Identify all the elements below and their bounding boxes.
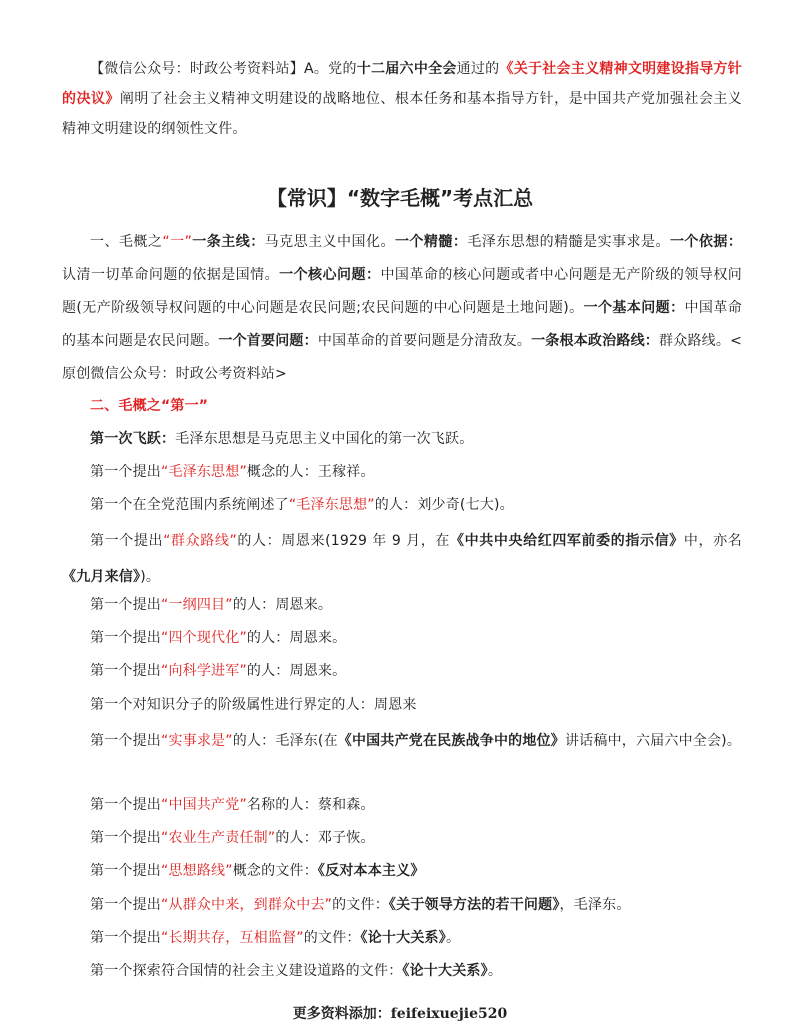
highlight-term: “思想路线” — [161, 863, 233, 879]
document-title: 《中共中央给红四军前委的指示信》 — [449, 533, 684, 549]
document-title: 《论十大关系》 — [402, 963, 488, 979]
document-title: 《论十大关系》 — [360, 930, 446, 946]
highlight-term: “向科学进军” — [161, 663, 247, 679]
first-leap-label: 第一次飞跃： — [90, 431, 176, 447]
sec1-one: “一” — [162, 234, 193, 250]
highlight-term: “四个现代化” — [161, 630, 247, 646]
first-item-1: 第一个提出“毛泽东思想”概念的人：王稼祥。 — [90, 464, 375, 480]
sec1-label-mainline: 一条主线： — [192, 234, 265, 250]
intro-text-2: 通过的 — [456, 61, 500, 77]
document-title: 《关于领导方法的若干问题》 — [388, 897, 560, 913]
section-2-heading: 二、毛概之“第一” — [90, 398, 209, 414]
first-item-2: 第一个在全党范围内系统阐述了“毛泽东思想”的人：刘少奇(七大)。 — [90, 497, 514, 513]
highlight-term: “长期共存，互相监督” — [161, 930, 304, 946]
first-item-6: 第一个提出“向科学进军”的人：周恩来。 — [90, 663, 347, 679]
first-item-11: 第一个提出“思想路线”概念的文件：《反对本本主义》 — [90, 863, 425, 879]
highlight-term: “实事求是” — [161, 733, 233, 749]
sec1-label-essence: 一个精髓： — [394, 234, 468, 250]
highlight-term: “毛泽东思想” — [288, 497, 375, 513]
sec1-text-political-line: 群众路线。<原创微信公众号：时政公考资料站> — [62, 333, 743, 382]
highlight-term: “农业生产责任制” — [161, 830, 276, 846]
first-item-13: 第一个提出“长期共存，互相监督”的文件：《论十大关系》。 — [90, 930, 461, 946]
first-item-12: 第一个提出“从群众中来，到群众中去”的文件：《关于领导方法的若干问题》，毛泽东。 — [90, 897, 631, 913]
section-1-paragraph — [62, 226, 742, 391]
highlight-term: “一纲四目” — [161, 597, 233, 613]
sec1-label-political-line: 一条根本政治路线： — [531, 333, 660, 349]
footer-contact: 更多资料添加：feifeixuejie520 — [292, 1006, 508, 1022]
page-title: 【常识】“数字毛概”考点汇总 — [266, 186, 534, 210]
first-item-5: 第一个提出“四个现代化”的人：周恩来。 — [90, 630, 347, 646]
highlight-term: “中国共产党” — [161, 797, 247, 813]
intro-paragraph — [62, 54, 742, 144]
sec1-prefix: 一、毛概之 — [90, 234, 163, 250]
document-title: 《反对本本主义》 — [317, 863, 425, 879]
sec1-text-mainline: 马克思主义中国化。 — [264, 234, 395, 250]
sec1-label-core: 一个核心问题： — [279, 267, 381, 283]
document-title: 《九月来信》 — [62, 569, 141, 585]
first-item-3: 第一个提出“群众路线”的人：周恩来(1929 年 9 月，在《中共中央给红四军前委的指示信》中，亦名《九月来信》)。 — [62, 533, 742, 585]
intro-resolution-title: 《关于社会主义精神文明建设指导方针的决议》 — [62, 61, 742, 107]
intro-plenum: 十二届六中全会 — [356, 61, 457, 77]
sec1-text-basic: 中国革命的基本问题是农民问题。 — [62, 300, 742, 349]
first-item-14: 第一个探索符合国情的社会主义建设道路的文件：《论十大关系》。 — [90, 963, 503, 979]
highlight-term: “从群众中来，到群众中去” — [161, 897, 333, 913]
sec1-text-basis: 认清一切革命问题的依据是国情。 — [62, 267, 280, 283]
sec1-text-primary: 中国革命的首要问题是分清敌友。 — [317, 333, 532, 349]
intro-text-3: 阐明了社会主义精神文明建设的战略地位、根本任务和基本指导方针，是中国共产党加强社会主义精神文明建设的纲领性文件。 — [62, 91, 742, 137]
highlight-term: “毛泽东思想” — [161, 464, 247, 480]
highlight-term: “群众路线” — [163, 533, 237, 549]
first-item-10: 第一个提出“农业生产责任制”的人：邓子恢。 — [90, 830, 375, 846]
first-item-4: 第一个提出“一纲四目”的人：周恩来。 — [90, 597, 333, 613]
first-item-7: 第一个对知识分子的阶级属性进行界定的人：周恩来 — [90, 697, 417, 713]
first-leap-line — [90, 429, 473, 449]
document-title: 《中国共产党在民族战争中的地位》 — [337, 733, 565, 749]
first-item-9: 第一个提出“中国共产党”名称的人：蔡和森。 — [90, 797, 375, 813]
first-leap-text: 毛泽东思想是马克思主义中国化的第一次飞跃。 — [175, 431, 474, 447]
sec1-text-core: 中国革命的核心问题或者中心问题是无产阶级的领导权问题(无产阶级领导权问题的中心问题是农民问题;农民问题的中心问题是土地问题)。 — [62, 267, 743, 316]
first-item-8: 第一个提出“实事求是”的人：毛泽东(在《中国共产党在民族战争中的地位》讲话稿中，六届六中全会)。 — [90, 733, 742, 749]
sec1-label-basic: 一个基本问题： — [583, 300, 685, 316]
sec1-label-primary: 一个首要问题： — [218, 333, 318, 349]
sec1-label-basis: 一个依据： — [669, 234, 743, 250]
sec1-text-essence: 毛泽东思想的精髓是实事求是。 — [467, 234, 670, 250]
intro-text: 【微信公众号：时政公考资料站】A。党的 — [90, 61, 357, 77]
